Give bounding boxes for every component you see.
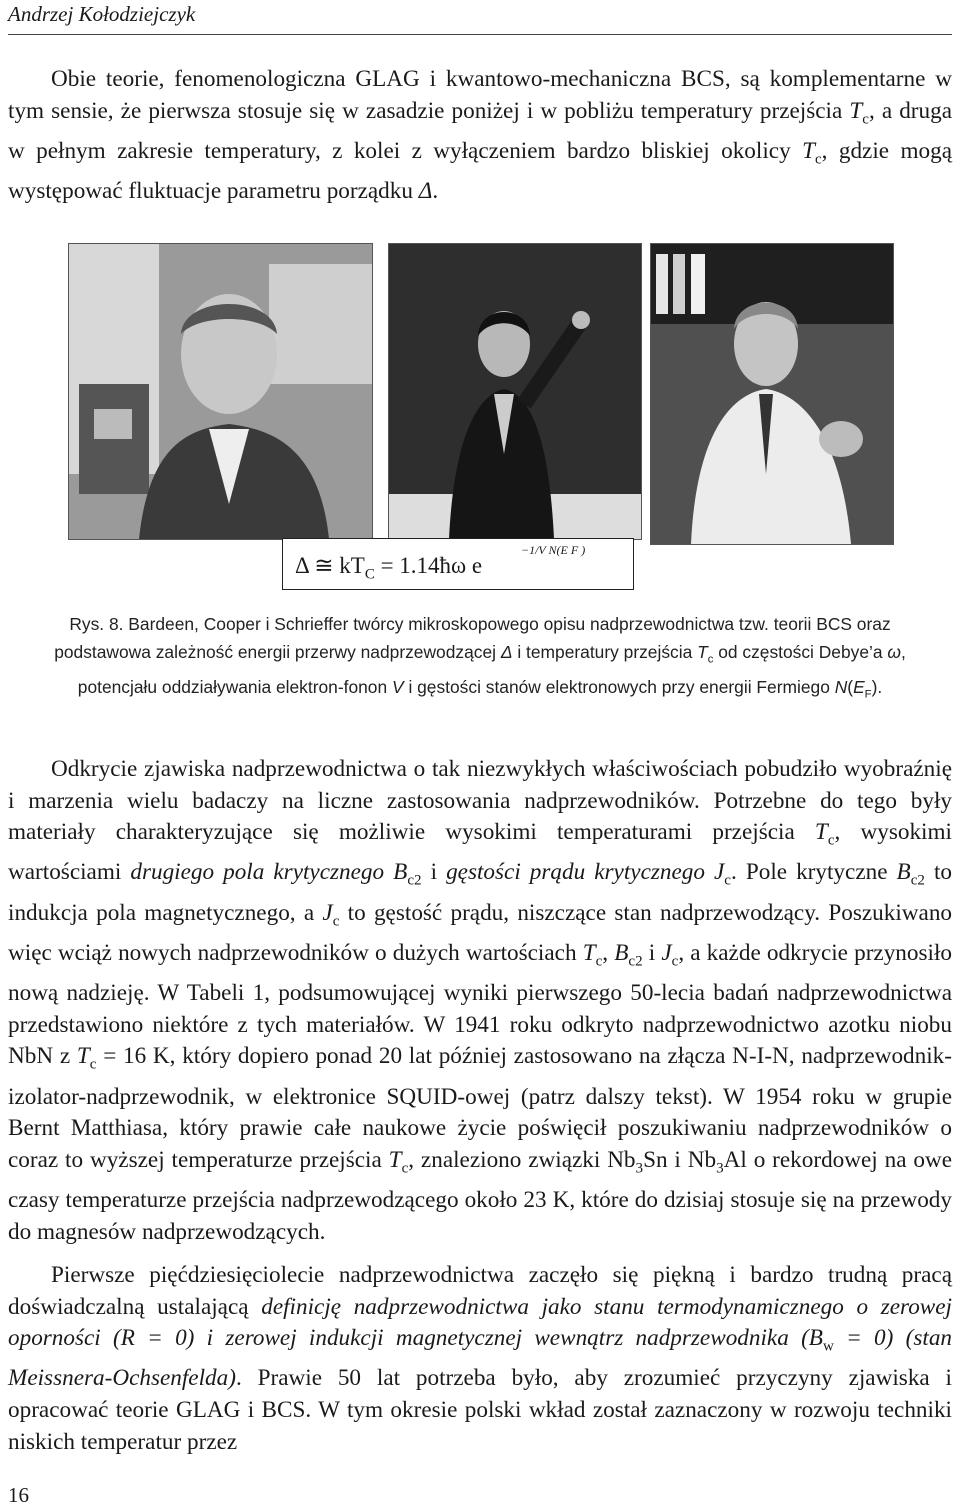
paragraph-discovery: Odkrycie zjawiska nadprzewodnictwa o tak niezwykłych właściwościach pobudziło wyobraźnię i marzenia wielu badaczy na liczne zastosowania nadprzewodników. Potrzebne do tego były materiały charakteryzujące się możliwie wysokimi temperaturami przejścia $T_c$, wysokimi wartościami drugiego pola krytycznego $B_{c2}$ i gęstości prądu krytycznego $J_c$. Pole krytyczne $B_{c2}$ to indukcja pola magnetycznego, a $J_c$ to gęstość prądu, niszczące stan nadprzewodzący. Poszukiwano więc wciąż nowych nadprzewodników o dużych wartościach $T_c$, $B_{c2}$ i $J_c$, a każde odkrycie przynosiło nową nadzieję. W Tabeli 1, podsumowującej wyniki pierwszego 50-lecia badań nadprzewodnictwa przedstawiono niektóre z tych materiałów. W 1941 roku odkryto nadprzewodnictwo azotku niobu NbN z $T_c = 16$ K, który dopiero ponad 20 lat później zastosowano na złącza N-I-N, nadprzewodnik-izolator-nadprzewodnik, w elektronice SQUID-owej (patrz dalszy tekst). W 1954 roku w grupie Bernt Matthiasa, który prawie całe naukowe życie poświęcił poszukiwaniu nadprzewodników o coraz to wyższej temperaturze przejścia $T_c$, znaleziono związki $Nb_3Sn$ i $Nb_3Al$ o rekordowej na owe czasy temperaturze przejścia nadprzewodzącego około 23 K, które do dzisiaj stosuje się na przewody do magnesów nadprzewodzących. [8,756,953,1245]
photo-cooper [388,243,642,540]
bcs-gap-formula [282,538,634,590]
photo-bardeen [68,243,373,540]
header-rule [8,34,952,35]
figure-caption: Rys. 8. Bardeen, Cooper i Schrieffer twórcy mikroskopowego opisu nadprzewodnictwa tzw. teorii BCS oraz podstawowa zależność energii przerwy nadprzewodzącej Δ i temperatury przejścia $T_c$ od częstości Debye’a ω, potencjału oddziaływania elektron-fonon V i gęstości stanów elektronowych przy energii Fermiego $N(E_F)$. [54,614,906,701]
figure-bcs [0,243,960,583]
formula-main: Δ ≅ $kT_C$ = 1.14ħω e [295,553,483,583]
page-header: Andrzej Kołodziejczyk [8,2,196,26]
paragraph-first-fifty-years: Pierwsze pięćdziesięciolecie nadprzewodnictwa zaczęło się piękną i bardzo trudną pracą doświadczalną ustalającą definicję nadprzewodnictwa jako stanu termodynamicznego o zerowej oporności (R = 0) i zerowej indukcji magnetycznej wewnątrz nadprzewodnika $(B_w = 0)$ (stan Meissnera-Ochsenfelda). Prawie 50 lat potrzeba było, aby zrozumieć przyczyny zjawiska i opracować teorie GLAG i BCS. W tym okresie polski wkład został zaznaczony w rozwoju techniki niskich temperatur przez [8,1262,953,1455]
photo-schrieffer [650,243,894,545]
formula-exponent: −1/V N(E F ) [521,543,586,557]
page-number: 16 [8,1483,29,1507]
paragraph-intro: Obie teorie, fenomenologiczna GLAG i kwantowo-mechaniczna BCS, są komplementarne w tym sensie, że pierwsza stosuje się w zasadzie poniżej i w pobliżu temperatury przejścia $T_c$, a druga w pełnym zakresie temperatury, z kolei z wyłączeniem bardzo bliskiej okolicy $T_c$, gdzie mogą występować fluktuacje parametru porządku Δ. [8,66,952,205]
